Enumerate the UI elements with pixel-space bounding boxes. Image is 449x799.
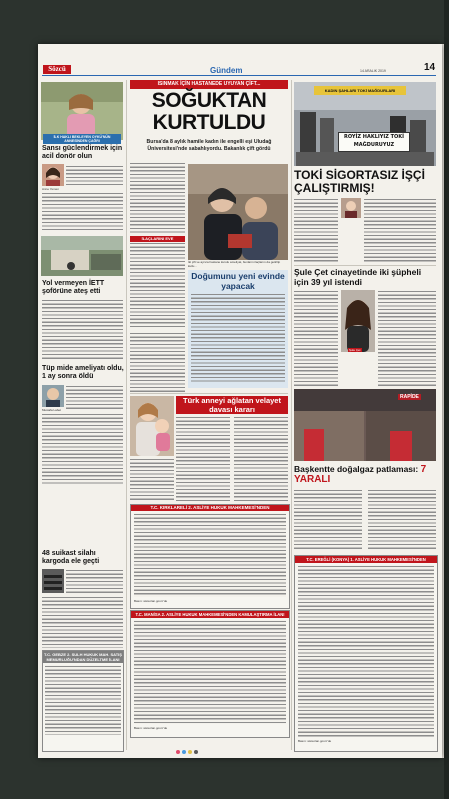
story1-text-b (42, 192, 123, 232)
logo-text: Sözcü (48, 65, 66, 73)
manisa-ad-title: T.C. MANİSA 2. ASLİYE HUKUK MAHKEMESİ'NDEN KAMULAŞTIRMA İLANI (131, 611, 289, 618)
girl-photo-image (41, 82, 123, 140)
dogalgaz-title (294, 465, 436, 484)
page-number: 14 (424, 62, 436, 73)
sule-title: Şule Çet cinayetinde iki şüpheli için 39 yıl istendi (294, 267, 422, 287)
news-box-title: Doğumunu yeni evinde yapacak (191, 271, 285, 291)
couple-photo-caption: İki çift ve ayrıca hastane kurulu ameliyat, bunların ilaçlarını da getirilip kutlu... (188, 260, 281, 268)
gebze-ad-title: T.C. GEBZE 2. SULH HUKUK MAH. SATIŞ MEMURLUĞU'NDAN DÜZELTME İLANI (44, 652, 122, 662)
velayet-text-c (130, 458, 174, 502)
kirklareli-ad (130, 504, 290, 609)
dogalgaz-title-black: Başkentte doğalgaz patlaması: (294, 464, 419, 474)
page-dot (182, 750, 186, 754)
story3-title: Tüp mide ameliyatı oldu, 1 ay sonra öldü (42, 365, 124, 380)
patient-name: Mustafa Labet (42, 408, 62, 412)
right-hrule-1 (294, 265, 436, 266)
story4-title: 48 suikast silahı kargoda ele geçti (42, 550, 100, 565)
dogalgaz-text-b (368, 489, 436, 551)
eregli-ad (294, 555, 438, 752)
kirklareli-ad-footer: Basın: www.ilan.gov.tr'de (134, 599, 168, 603)
lead-text-a (130, 162, 185, 234)
manisa-ad (130, 610, 290, 738)
toki-person-photo (341, 198, 361, 218)
masthead (38, 44, 442, 74)
lead-text-c (130, 332, 185, 392)
gebze-ad (42, 650, 124, 752)
story1-text-a (66, 165, 123, 187)
dogalgaz-text-a (294, 489, 362, 551)
story3-text-b (42, 413, 123, 485)
story2-title: Yol vermeyen İETT şoförüne ateş etti (42, 280, 105, 295)
lead-kicker (130, 80, 288, 89)
lead-subhead: Bursa'da 8 aylık hamile kadın ile engelli eşi Uludağ Üniversitesi'nde sabahlıyordu. Bakanlık çift gördü (146, 139, 272, 152)
story4-text-a (66, 569, 123, 593)
toki-text-a (294, 198, 338, 262)
patient-photo (42, 385, 64, 407)
lead-kicker-text: ISINMAK İÇİN HASTANEDE UYUYAN ÇİFT... (157, 81, 261, 87)
story2-text (42, 299, 123, 361)
protest-banner (314, 86, 406, 95)
velayet-title: Türk anneyi ağlatan velayet davası kararı (183, 396, 281, 414)
news-box-text (191, 293, 285, 383)
toki-text-b (364, 198, 436, 262)
column-divider-left (126, 80, 127, 750)
page-dot (194, 750, 198, 754)
weapons-photo (42, 569, 64, 593)
page-dots (176, 741, 216, 747)
manisa-ad-text (134, 620, 286, 724)
eregli-ad-title: T.C. EREĞLİ (KONYA) 1. ASLİYE HUKUK MAHKEMESİ'NDEN (295, 556, 437, 563)
couple-photo (188, 164, 288, 260)
page-date: 14 ARALIK 2019 (360, 69, 386, 73)
manisa-ad-footer: Basın: www.ilan.gov.tr'de (134, 726, 168, 730)
sule-photo (341, 290, 375, 352)
protest-sign-text: ROYİZ HAKLIYIZ TOKİ MAĞDURUYUZ (344, 134, 404, 148)
lead-inline-head: İLAÇLARINI EVE (130, 236, 185, 246)
velayet-text-b (234, 416, 288, 502)
story1-title: Sansı güclendirmek için acil donör olun (42, 145, 123, 160)
sule-name: Şule Çet (349, 348, 361, 352)
girl-photo (41, 82, 123, 140)
lead-headline: SOĞUKTAN KURTULDU (151, 89, 267, 134)
velayet-title-box (176, 396, 288, 414)
logo (43, 65, 71, 74)
column-divider-right (291, 80, 292, 750)
story4-text-b (42, 596, 123, 648)
bus-photo (41, 236, 123, 276)
news-box (188, 270, 288, 388)
story3-text-a (66, 385, 123, 409)
shop-sign: RAPİDE (400, 394, 419, 400)
sule-text-b (378, 290, 436, 386)
dogalgaz-title-red: 7 YARALI (294, 464, 427, 485)
masthead-rule (42, 75, 436, 76)
protest-sign (338, 132, 410, 152)
kirklareli-ad-text (134, 513, 286, 597)
lead-text-b (130, 242, 185, 328)
mother-child-photo (130, 396, 174, 456)
mother-photo (42, 164, 64, 186)
girl-photo-caption: İLK HAKLI BEKLEYEN OYKÜ'NÜN ANNESİNDEN ÇAĞRI (43, 134, 121, 144)
center-hrule (130, 393, 288, 394)
mother-name: Anne Yemen (42, 187, 60, 191)
toki-title: TOKİ SİGORTASIZ İŞÇİ ÇALIŞTIRMIŞ! (294, 168, 425, 195)
velayet-text-a (176, 416, 230, 502)
gebze-ad-text (45, 665, 121, 735)
background-edge (444, 0, 449, 799)
eregli-ad-text (298, 565, 434, 737)
protest-banner-text: KADIN ŞAHLARI TOKİ MAĞDURLARI (324, 88, 396, 93)
kirklareli-ad-title: T.C. KIRKLARELİ 2. ASLİYE HUKUK MAHKEMESİ'NDEN (131, 505, 289, 511)
newspaper-page (38, 44, 442, 758)
page-dot (176, 750, 180, 754)
sule-text-a (294, 290, 338, 386)
eregli-ad-footer: Basın: www.ilan.gov.tr'de (298, 739, 332, 743)
section-title: Gündem (210, 66, 243, 75)
page-dot (188, 750, 192, 754)
